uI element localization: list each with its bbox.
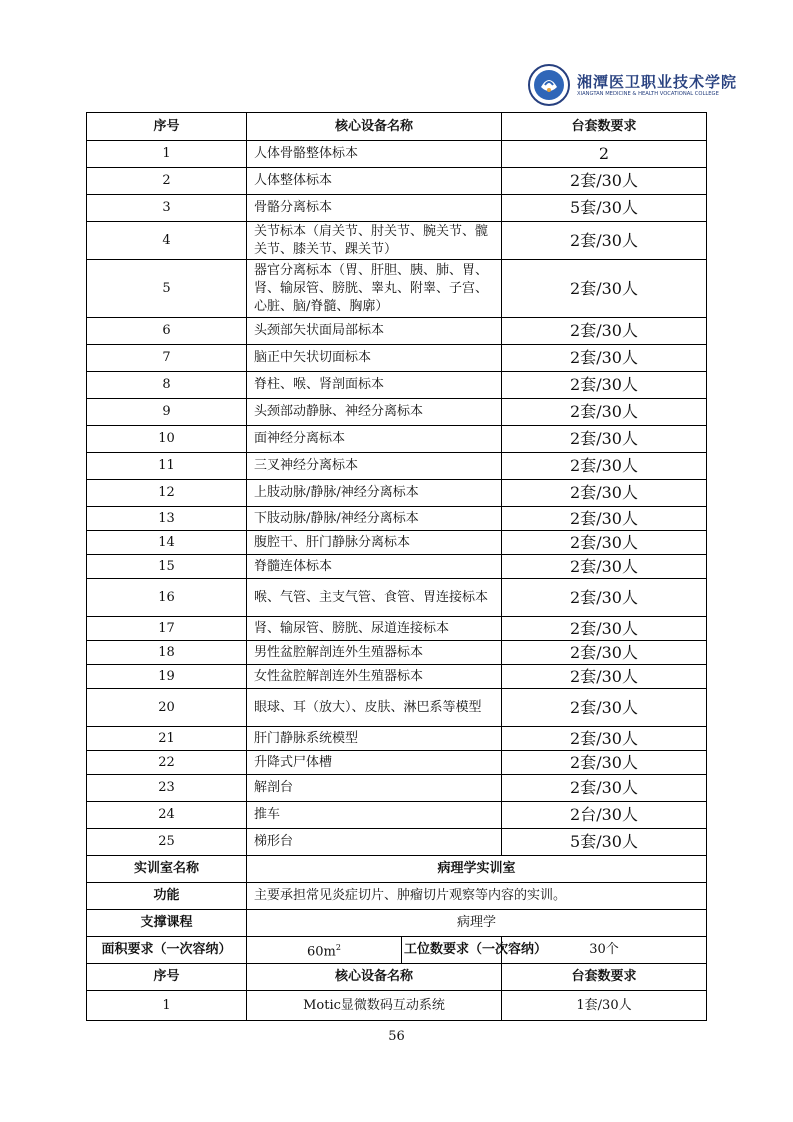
row-equipment-name: 梯形台 <box>247 829 502 856</box>
room-name-label: 实训室名称 <box>87 856 247 883</box>
row-equipment-name: 解剖台 <box>247 775 502 802</box>
header-equipment-name: 核心设备名称 <box>247 113 502 141</box>
row-equipment-name: 关节标本（肩关节、肘关节、腕关节、髋关节、膝关节、踝关节） <box>247 222 502 260</box>
row-quantity: 2套/30人 <box>502 617 707 641</box>
header-seq: 序号 <box>87 964 247 991</box>
logo-subtitle: XIANGTAN MEDICINE & HEALTH VOCATIONAL COLLEGE <box>577 91 719 97</box>
function-label: 功能 <box>87 883 247 910</box>
table-row <box>87 260 707 318</box>
table-header-row <box>87 964 707 991</box>
header-seq: 序号 <box>87 113 247 141</box>
function-value: 主要承担常见炎症切片、肿瘤切片观察等内容的实训。 <box>247 883 707 910</box>
row-quantity: 2 <box>502 141 707 168</box>
row-equipment-name: Motic显微数码互动系统 <box>247 991 502 1021</box>
row-equipment-name: 面神经分离标本 <box>247 426 502 453</box>
row-quantity: 2套/30人 <box>502 453 707 480</box>
row-equipment-name: 肝门静脉系统模型 <box>247 727 502 751</box>
row-equipment-name: 推车 <box>247 802 502 829</box>
row-equipment-name: 眼球、耳（放大）、皮肤、淋巴系等模型 <box>247 689 502 727</box>
row-quantity: 2套/30人 <box>502 345 707 372</box>
row-seq: 17 <box>87 617 247 641</box>
room-name-value: 病理学实训室 <box>247 856 707 883</box>
row-equipment-name: 升降式尸体槽 <box>247 751 502 775</box>
room-name-row <box>87 856 707 883</box>
table-row <box>87 141 707 168</box>
row-equipment-name: 肾、输尿管、膀胱、尿道连接标本 <box>247 617 502 641</box>
table-row <box>87 426 707 453</box>
row-quantity: 2套/30人 <box>502 480 707 507</box>
area-value-text: 60m <box>307 944 336 960</box>
row-seq: 12 <box>87 480 247 507</box>
table-row <box>87 555 707 579</box>
row-seq: 25 <box>87 829 247 856</box>
row-quantity: 2套/30人 <box>502 222 707 260</box>
table-row <box>87 195 707 222</box>
row-seq: 23 <box>87 775 247 802</box>
table-row <box>87 579 707 617</box>
row-seq: 3 <box>87 195 247 222</box>
row-seq: 10 <box>87 426 247 453</box>
row-seq: 18 <box>87 641 247 665</box>
table-row <box>87 991 707 1021</box>
table-row <box>87 665 707 689</box>
row-seq: 20 <box>87 689 247 727</box>
station-label: 工位数要求（一次容纳） <box>402 937 502 964</box>
row-equipment-name: 头颈部动静脉、神经分离标本 <box>247 399 502 426</box>
row-equipment-name: 人体骨骼整体标本 <box>247 141 502 168</box>
row-equipment-name: 头颈部矢状面局部标本 <box>247 318 502 345</box>
row-seq: 5 <box>87 260 247 318</box>
row-quantity: 1套/30人 <box>502 991 707 1021</box>
equipment-table-body <box>87 113 707 1021</box>
row-equipment-name: 脊柱、喉、肾剖面标本 <box>247 372 502 399</box>
page-number: 56 <box>388 1029 405 1044</box>
row-quantity: 2台/30人 <box>502 802 707 829</box>
row-seq: 1 <box>87 141 247 168</box>
row-seq: 6 <box>87 318 247 345</box>
area-row <box>87 937 707 964</box>
row-equipment-name: 上肢动脉/静脉/神经分离标本 <box>247 480 502 507</box>
table-row <box>87 222 707 260</box>
table-row <box>87 168 707 195</box>
row-quantity: 5套/30人 <box>502 195 707 222</box>
function-row <box>87 883 707 910</box>
area-value <box>247 937 402 964</box>
station-value: 30个 <box>502 937 707 964</box>
table-header-row <box>87 113 707 141</box>
course-row <box>87 910 707 937</box>
table-row <box>87 507 707 531</box>
row-equipment-name: 人体整体标本 <box>247 168 502 195</box>
row-seq: 4 <box>87 222 247 260</box>
row-quantity: 2套/30人 <box>502 689 707 727</box>
row-equipment-name: 三叉神经分离标本 <box>247 453 502 480</box>
row-quantity: 2套/30人 <box>502 318 707 345</box>
row-equipment-name: 腹腔干、肝门静脉分离标本 <box>247 531 502 555</box>
row-quantity: 2套/30人 <box>502 775 707 802</box>
row-quantity: 2套/30人 <box>502 372 707 399</box>
table-row <box>87 751 707 775</box>
area-label: 面积要求（一次容纳） <box>87 937 247 964</box>
row-quantity: 2套/30人 <box>502 727 707 751</box>
row-quantity: 2套/30人 <box>502 507 707 531</box>
row-quantity: 2套/30人 <box>502 665 707 689</box>
equipment-table <box>86 112 707 1021</box>
row-quantity: 5套/30人 <box>502 829 707 856</box>
row-seq: 13 <box>87 507 247 531</box>
row-quantity: 2套/30人 <box>502 531 707 555</box>
row-seq: 9 <box>87 399 247 426</box>
row-equipment-name: 脊髓连体标本 <box>247 555 502 579</box>
row-quantity: 2套/30人 <box>502 579 707 617</box>
header-quantity: 台套数要求 <box>502 113 707 141</box>
table-row <box>87 829 707 856</box>
row-seq: 2 <box>87 168 247 195</box>
table-row <box>87 399 707 426</box>
row-seq: 7 <box>87 345 247 372</box>
row-equipment-name: 器官分离标本（胃、肝胆、胰、肺、胃、肾、输尿管、膀胱、睾丸、附睾、子宫、心脏、脑/脊髓、胸廓） <box>247 260 502 318</box>
row-quantity: 2套/30人 <box>502 751 707 775</box>
row-seq: 15 <box>87 555 247 579</box>
row-seq: 19 <box>87 665 247 689</box>
table-row <box>87 775 707 802</box>
table-row <box>87 617 707 641</box>
college-logo <box>527 63 738 107</box>
row-seq: 24 <box>87 802 247 829</box>
row-quantity: 2套/30人 <box>502 641 707 665</box>
course-value: 病理学 <box>247 910 707 937</box>
row-quantity: 2套/30人 <box>502 399 707 426</box>
table-row <box>87 345 707 372</box>
table-row <box>87 372 707 399</box>
table-row <box>87 318 707 345</box>
table-row <box>87 689 707 727</box>
table-row <box>87 531 707 555</box>
row-equipment-name: 骨骼分离标本 <box>247 195 502 222</box>
row-equipment-name: 喉、气管、主支气管、食管、胃连接标本 <box>247 579 502 617</box>
row-seq: 21 <box>87 727 247 751</box>
row-seq: 22 <box>87 751 247 775</box>
row-quantity: 2套/30人 <box>502 168 707 195</box>
table-row <box>87 802 707 829</box>
logo-text: 湘潭医卫职业技术学院 <box>577 73 738 91</box>
table-row <box>87 727 707 751</box>
row-seq: 8 <box>87 372 247 399</box>
college-emblem-icon <box>527 63 571 107</box>
row-quantity: 2套/30人 <box>502 555 707 579</box>
row-equipment-name: 女性盆腔解剖连外生殖器标本 <box>247 665 502 689</box>
course-label: 支撑课程 <box>87 910 247 937</box>
table-row <box>87 453 707 480</box>
row-quantity: 2套/30人 <box>502 260 707 318</box>
row-seq: 1 <box>87 991 247 1021</box>
area-unit-superscript: 2 <box>335 942 341 952</box>
row-quantity: 2套/30人 <box>502 426 707 453</box>
row-equipment-name: 男性盆腔解剖连外生殖器标本 <box>247 641 502 665</box>
row-seq: 11 <box>87 453 247 480</box>
header-equipment-name: 核心设备名称 <box>247 964 502 991</box>
table-row <box>87 641 707 665</box>
row-seq: 14 <box>87 531 247 555</box>
header-quantity: 台套数要求 <box>502 964 707 991</box>
row-equipment-name: 下肢动脉/静脉/神经分离标本 <box>247 507 502 531</box>
row-equipment-name: 脑正中矢状切面标本 <box>247 345 502 372</box>
table-row <box>87 480 707 507</box>
row-seq: 16 <box>87 579 247 617</box>
